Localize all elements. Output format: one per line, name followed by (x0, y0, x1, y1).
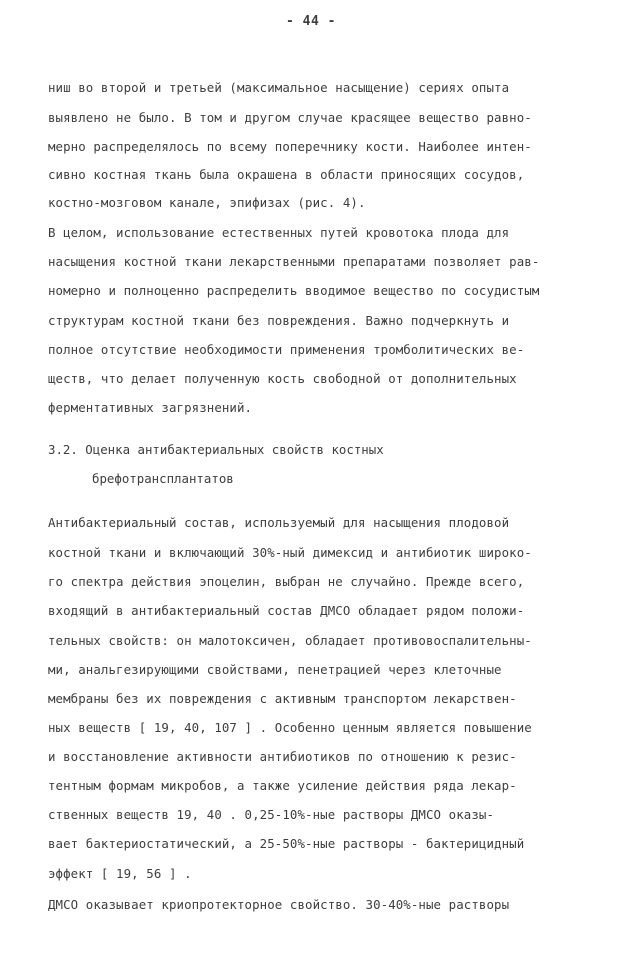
text-line: В целом, использование естественных путей кровотока плода для (48, 225, 510, 240)
text-line: и восстановление активности антибиотиков по отношению к резис- (48, 749, 517, 764)
text-line: выявлено не было. В том и другом случае красящее вещество равно- (48, 110, 532, 125)
text-line: костной ткани и включающий 30%-ный димексид и антибиотик широко- (48, 545, 532, 560)
text-line: ственных веществ 19, 40 . 0,25-10%-ные растворы ДМСО оказы- (48, 807, 495, 822)
text-line: сивно костная ткань была окрашена в области приносящих сосудов, (48, 167, 525, 182)
text-line: полное отсутствие необходимости применения тромболитических ве- (48, 342, 525, 357)
text-line: номерно и полноценно распределить вводимое вещество по сосудистым (48, 283, 540, 298)
text-line: структурам костной ткани без повреждения. Важно подчеркнуть и (48, 313, 510, 328)
text-line: ществ, что делает полученную кость свободной от дополнительных (48, 371, 517, 386)
text-line: Антибактериальный состав, используемый для насыщения плодовой (48, 515, 510, 530)
text-line: тентным формам микробов, а также усиление действия ряда лекар- (48, 778, 517, 793)
text-line: насыщения костной ткани лекарственными препаратами позволяет рав- (48, 254, 540, 269)
text-line: костно-мозговом канале, эпифизах (рис. 4). (48, 195, 366, 210)
text-line: ниш во второй и третьей (максимальное насыщение) сериях опыта (48, 80, 510, 95)
text-line: мембраны без их повреждения с активным транспортом лекарствен- (48, 691, 517, 706)
text-line: ми, анальгезирующими свойствами, пенетрацией через клеточные (48, 662, 502, 677)
page-number: - 44 - (286, 14, 336, 29)
text-line: входящий в антибактериальный состав ДМСО обладает рядом положи- (48, 603, 525, 618)
text-line: мерно распределялось по всему поперечнику кости. Наиболее интен- (48, 139, 532, 154)
text-line: ных веществ [ 19, 40, 107 ] . Особенно ценным является повышение (48, 720, 532, 735)
text-line: ферментативных загрязнений. (48, 400, 253, 415)
text-line: эффект [ 19, 56 ] . (48, 866, 192, 881)
text-line: вает бактериостатический, а 25-50%-ные растворы - бактерицидный (48, 836, 525, 851)
text-line: го спектра действия эпоцелин, выбран не случайно. Прежде всего, (48, 574, 525, 589)
section-heading: 3.2. Оценка антибактериальных свойств костных (48, 442, 384, 457)
section-heading-continuation: брефотрансплантатов (92, 471, 234, 486)
text-line: тельных свойств: он малотоксичен, обладает противовоспалительны- (48, 633, 532, 648)
text-line: ДМСО оказывает криопротекторное свойство. 30-40%-ные растворы (48, 897, 510, 912)
